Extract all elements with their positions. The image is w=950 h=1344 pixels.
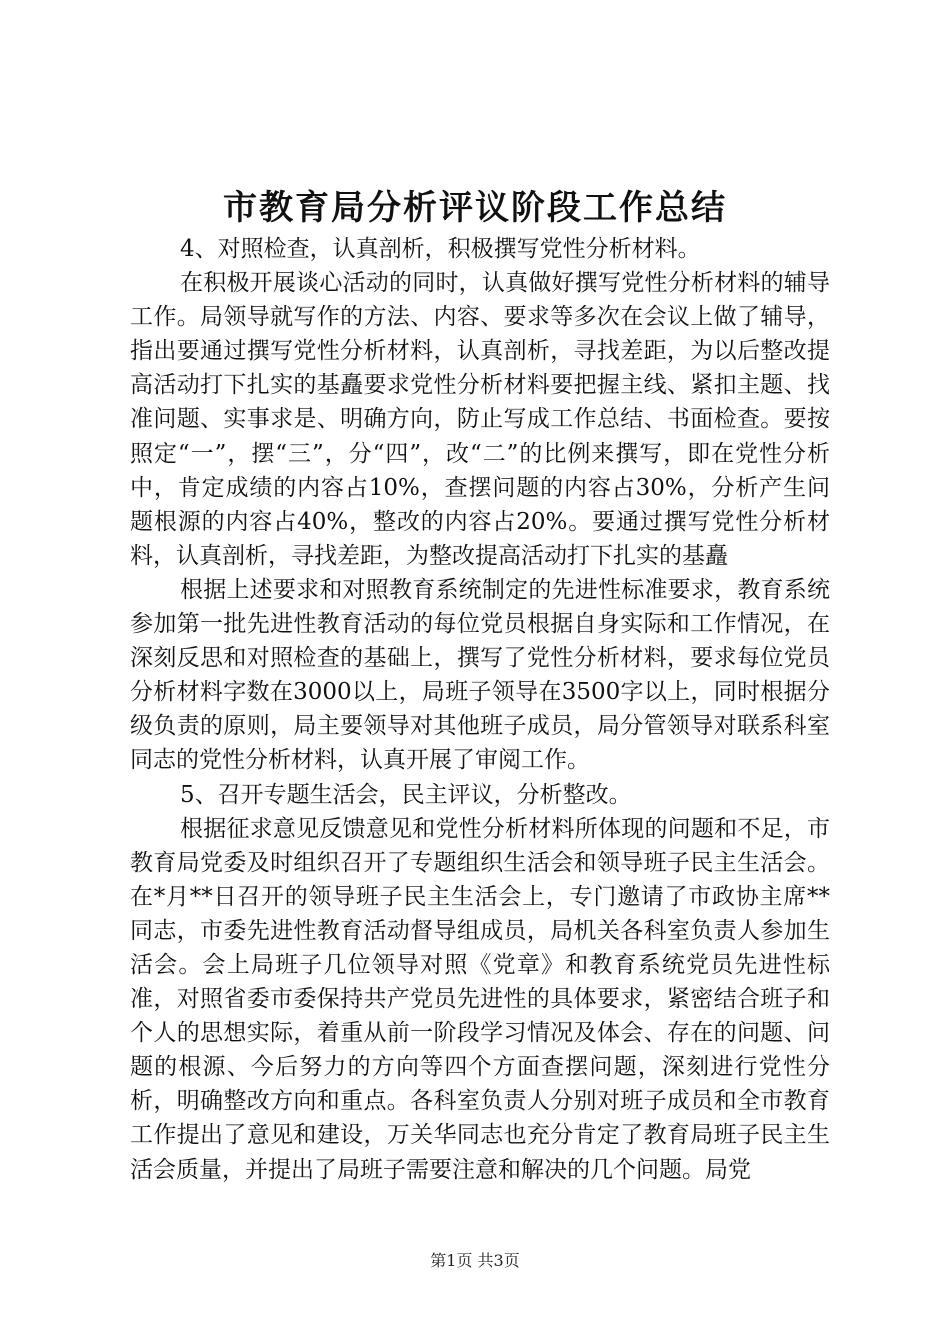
document-body: [130, 232, 830, 1187]
paragraph-section-4-heading: 4、对照检查，认真剖析，积极撰写党性分析材料。: [180, 236, 701, 262]
page-number-footer: 第1页 共3页: [430, 1251, 520, 1270]
paragraph-democratic-meeting: 根据征求意见反馈意见和党性分析材料所体现的问题和不足，市教育局党委及时组织召开了专题组织生活会和领导班子民主生活会。在*月**日召开的领导班子民主生活会上，专门邀请了市政协主席**同志，市委先进性教育活动督导组成员，局机关各科室负责人参加生活会。会上局班子几位领导对照《党章》和教育系统党员先进性标准，对照省委市委保持共产党员先进性的具体要求，紧密结合班子和个人的思想实际，着重从前一阶段学习情况及体会、存在的问题、问题的根源、今后努力的方向等四个方面查摆问题，深刻进行党性分析，明确整改方向和重点。各科室负责人分别对班子成员和全市教育工作提出了意见和建设，万关华同志也充分肯定了教育局班子民主生活会质量，并提出了局班子需要注意和解决的几个问题。局党: [130, 815, 830, 1183]
paragraph-writing-guidance: 在积极开展谈心活动的同时，认真做好撰写党性分析材料的辅导工作。局领导就写作的方法、内容、要求等多次在会议上做了辅导，指出要通过撰写党性分析材料，认真剖析，寻找差距，为以后整改提高活动打下扎实的基矗要求党性分析材料要把握主线、紧扣主题、找准问题、实事求是、明确方向，防止写成工作总结、书面检查。要按照定“一”，摆“三”，分“四”，改“二”的比例来撰写，即在党性分析中，肯定成绩的内容占10%，查摆问题的内容占30%，分析产生问题根源的内容占40%，整改的内容占20%。要通过撰写党性分析材料，认真剖析，寻找差距，为整改提高活动打下扎实的基矗: [130, 270, 830, 569]
document-title: 市教育局分析评议阶段工作总结: [223, 188, 727, 228]
paragraph-section-5-heading: 5、召开专题生活会，民主评议，分析整改。: [180, 781, 632, 808]
paragraph-analysis-materials: 根据上述要求和对照教育系统制定的先进性标准要求，教育系统参加第一批先进性教育活动的每位党员根据自身实际和工作情况，在深刻反思和对照检查的基础上，撰写了党性分析材料，要求每位党员分析材料字数在3000以上，局班子领导在3500字以上，同时根据分级负责的原则，局主要领导对其他班子成员，局分管领导对联系科室同志的党性分析材料，认真开展了审阅工作。: [130, 576, 830, 774]
